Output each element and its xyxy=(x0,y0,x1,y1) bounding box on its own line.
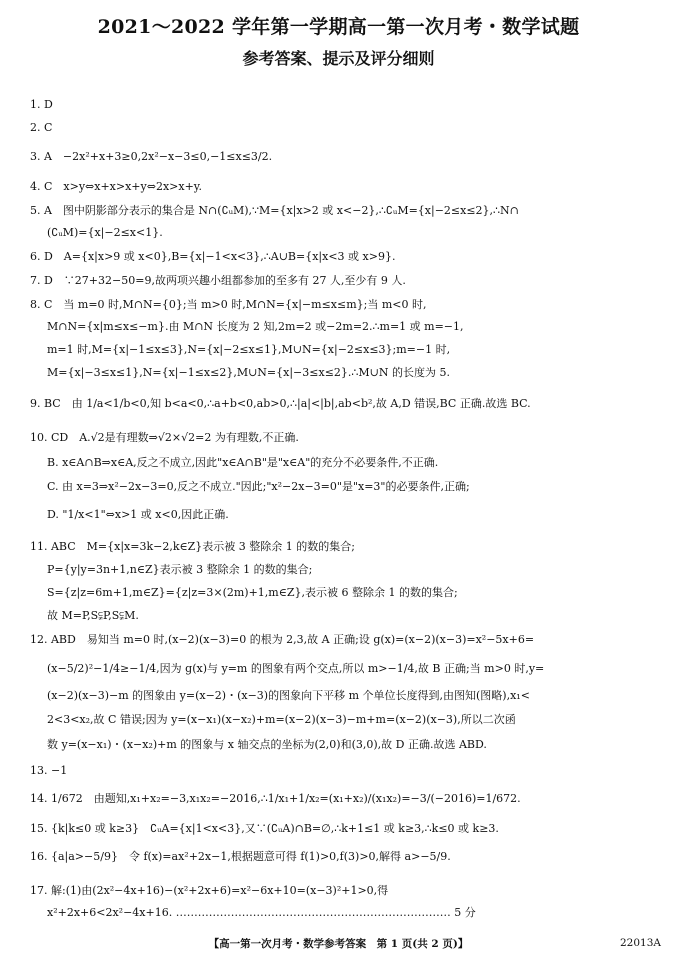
answer-line: 10. CD A.√2是有理数⇒√2×√2=2 为有理数,不正确. xyxy=(30,431,299,444)
answer-line: 数 y=(x−x₁)・(x−x₂)+m 的图象与 x 轴交点的坐标为(2,0)和(3,0),故 D 正确.故选 ABD. xyxy=(47,738,487,751)
answer-line: 16. {a|a>−5/9} 令 f(x)=ax²+2x−1,根据题意可得 f(1)>0,f(3)>0,解得 a>−5/9. xyxy=(30,850,451,863)
answer-line: 2<3<x₂,故 C 错误;因为 y=(x−x₁)(x−x₂)+m=(x−2)(x−3)−m+m=(x−2)(x−3),所以二次函 xyxy=(47,713,516,726)
answer-line: (x−2)(x−3)−m 的图象由 y=(x−2)・(x−3)的图象向下平移 m 个单位长度得到,由图知(图略),x₁< xyxy=(47,689,530,702)
answer-line: 3. A −2x²+x+3≥0,2x²−x−3≤0,−1≤x≤3/2. xyxy=(30,150,273,163)
page-title: 2021～2022 学年第一学期高一第一次月考・数学试题 xyxy=(97,16,580,38)
page-footer: 【高一第一次月考・数学参考答案 第 1 页(共 2 页)】 xyxy=(208,938,469,950)
answer-line: 8. C 当 m=0 时,M∩N={0};当 m>0 时,M∩N={x|−m≤x≤m};当 m<0 时, xyxy=(30,298,427,311)
answer-line: 故 M=P,S⫋P,S⫋M. xyxy=(47,609,139,622)
page-subtitle: 参考答案、提示及评分细则 xyxy=(242,49,435,68)
answer-line: 2. C xyxy=(30,121,53,134)
answer-line: 1. D xyxy=(30,98,53,111)
answer-line: B. x∈A∩B⇒x∈A,反之不成立,因此"x∈A∩B"是"x∈A"的充分不必要条件,不正确. xyxy=(47,456,439,469)
answer-line: 7. D ∵27+32−50=9,故两项兴趣小组都参加的至多有 27 人,至少有 9 人. xyxy=(30,274,406,287)
answer-line: 15. {k|k≤0 或 k≥3} ∁ᵤA={x|1<x<3},又∵(∁ᵤA)∩B=∅,∴k+1≤1 或 k≥3,∴k≤0 或 k≥3. xyxy=(30,822,499,835)
answer-line: 14. 1/672 由题知,x₁+x₂=−3,x₁x₂=−2016,∴1/x₁+1/x₂=(x₁+x₂)/(x₁x₂)=−3/(−2016)=1/672. xyxy=(30,792,521,805)
answer-line: M∩N={x|m≤x≤−m}.由 M∩N 长度为 2 知,2m=2 或−2m=2.∴m=1 或 m=−1, xyxy=(47,320,464,333)
document-code: 22013A xyxy=(620,937,661,949)
answer-line: x²+2x+6<2x²−4x+16. ………………………………………………………………… 5 分 xyxy=(47,906,476,919)
answer-line: D. "1/x<1"⇔x>1 或 x<0,因此正确. xyxy=(47,508,229,521)
answer-line: S={z|z=6m+1,m∈Z}={z|z=3×(2m)+1,m∈Z},表示被 6 整除余 1 的数的集合; xyxy=(47,586,458,599)
answer-line: m=1 时,M={x|−1≤x≤3},N={x|−2≤x≤1},M∪N={x|−2≤x≤3};m=−1 时, xyxy=(47,343,451,356)
answer-line: 4. C x>y⇔x+x>x+y⇔2x>x+y. xyxy=(30,180,203,193)
answer-line: M={x|−3≤x≤1},N={x|−1≤x≤2},M∪N={x|−3≤x≤2}.∴M∪N 的长度为 5. xyxy=(47,366,450,379)
answer-line: 6. D A={x|x>9 或 x<0},B={x|−1<x<3},∴A∪B={x|x<3 或 x>9}. xyxy=(30,250,396,263)
answer-line: (x−5/2)²−1/4≥−1/4,因为 g(x)与 y=m 的图象有两个交点,所以 m>−1/4,故 B 正确;当 m>0 时,y= xyxy=(47,662,545,675)
answer-line: 9. BC 由 1/a<1/b<0,知 b<a<0,∴a+b<0,ab>0,∴|a|<|b|,ab<b²,故 A,D 错误,BC 正确.故选 BC. xyxy=(30,397,531,410)
answer-line: 12. ABD 易知当 m=0 时,(x−2)(x−3)=0 的根为 2,3,故 A 正确;设 g(x)=(x−2)(x−3)=x²−5x+6= xyxy=(30,633,535,646)
answer-line: 17. 解:(1)由(2x²−4x+16)−(x²+2x+6)=x²−6x+10=(x−3)²+1>0,得 xyxy=(30,884,389,897)
answer-line: 5. A 图中阴影部分表示的集合是 N∩(∁ᵤM),∵M={x|x>2 或 x<−2},∴∁ᵤM={x|−2≤x≤2},∴N∩ xyxy=(30,204,519,217)
answer-line: C. 由 x=3⇒x²−2x−3=0,反之不成立."因此;"x²−2x−3=0"是"x=3"的必要条件,正确; xyxy=(47,480,470,493)
answer-line: (∁ᵤM)={x|−2≤x<1}. xyxy=(47,226,163,239)
answer-line: 13. −1 xyxy=(30,764,68,777)
answer-line: P={y|y=3n+1,n∈Z}表示被 3 整除余 1 的数的集合; xyxy=(47,563,313,576)
answer-line: 11. ABC M={x|x=3k−2,k∈Z}表示被 3 整除余 1 的数的集合; xyxy=(30,540,355,553)
